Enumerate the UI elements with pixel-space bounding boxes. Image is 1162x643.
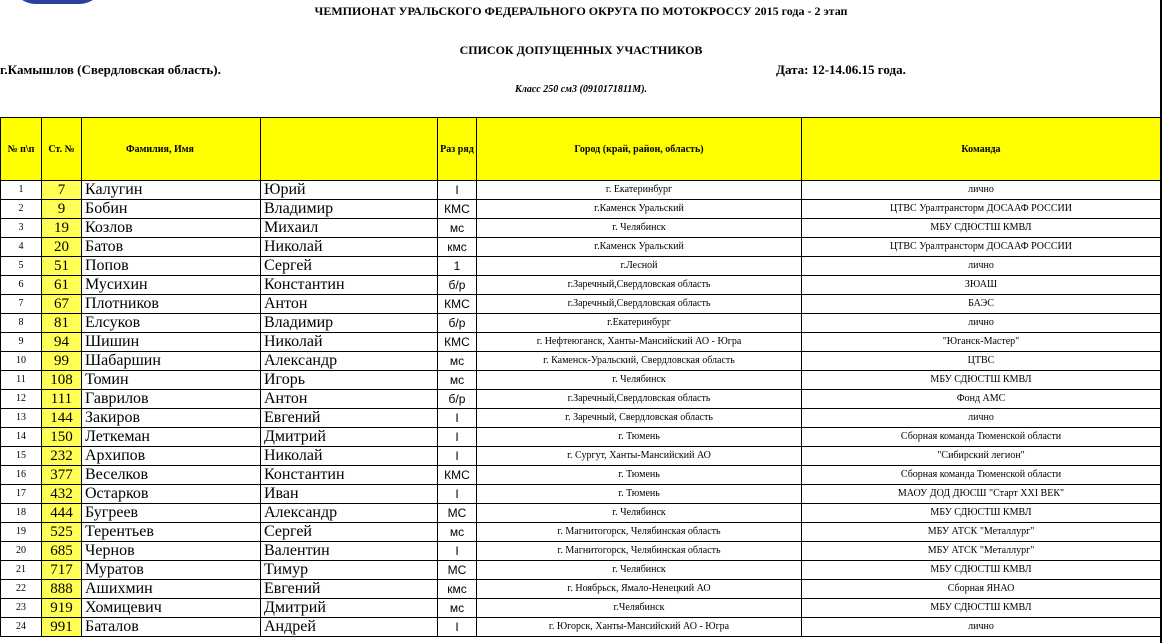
- first-name: Константин: [261, 466, 438, 485]
- team: МБУ АТСК "Металлург": [802, 523, 1161, 542]
- city: г.Екатеринбург: [477, 314, 802, 333]
- last-name: Плотников: [82, 295, 261, 314]
- start-number: 991: [42, 618, 82, 637]
- last-name: Леткеман: [82, 428, 261, 447]
- rank: б/р: [438, 390, 477, 409]
- table-row: [1, 409, 1161, 428]
- city: г. Югорск, Ханты-Мансийский АО - Югра: [477, 618, 802, 637]
- table-row: [1, 295, 1161, 314]
- header-index: № п\п: [1, 118, 42, 181]
- team: Фонд АМС: [802, 390, 1161, 409]
- start-number: 919: [42, 599, 82, 618]
- start-number: 9: [42, 200, 82, 219]
- table-row: [1, 466, 1161, 485]
- start-number: 525: [42, 523, 82, 542]
- city: г. Тюмень: [477, 466, 802, 485]
- last-name: Хомицевич: [82, 599, 261, 618]
- start-number: 432: [42, 485, 82, 504]
- row-index: 19: [1, 523, 42, 542]
- team: лично: [802, 181, 1161, 200]
- team: лично: [802, 257, 1161, 276]
- team: ЦТВС Уралтрансторм ДОСААФ РОССИИ: [802, 200, 1161, 219]
- row-index: 15: [1, 447, 42, 466]
- header-team: Команда: [802, 118, 1161, 181]
- team: МБУ СДЮСТШ КМВЛ: [802, 561, 1161, 580]
- start-number: 144: [42, 409, 82, 428]
- rank: мс: [438, 523, 477, 542]
- city: г. Ноябрьск, Ямало-Ненецкий АО: [477, 580, 802, 599]
- team: "Сибирский легион": [802, 447, 1161, 466]
- city: г. Екатеринбург: [477, 181, 802, 200]
- start-number: 685: [42, 542, 82, 561]
- table-row: [1, 314, 1161, 333]
- team: МБУ СДЮСТШ КМВЛ: [802, 371, 1161, 390]
- team: лично: [802, 314, 1161, 333]
- city: г. Каменск-Уральский, Свердловская область: [477, 352, 802, 371]
- rank: I: [438, 181, 477, 200]
- row-index: 22: [1, 580, 42, 599]
- rank: 1: [438, 257, 477, 276]
- team: ЦТВС: [802, 352, 1161, 371]
- team: ЗЮАШ: [802, 276, 1161, 295]
- row-index: 21: [1, 561, 42, 580]
- first-name: Сергей: [261, 523, 438, 542]
- start-number: 111: [42, 390, 82, 409]
- document-title: ЧЕМПИОНАТ УРАЛЬСКОГО ФЕДЕРАЛЬНОГО ОКРУГА ПО МОТОКРОССУ 2015 года - 2 этап: [314, 4, 848, 18]
- last-name: Елсуков: [82, 314, 261, 333]
- row-index: 20: [1, 542, 42, 561]
- rank: I: [438, 447, 477, 466]
- rank: МС: [438, 561, 477, 580]
- last-name: Бобин: [82, 200, 261, 219]
- first-name: Евгений: [261, 409, 438, 428]
- row-index: 10: [1, 352, 42, 371]
- city: г.Заречный,Свердловская область: [477, 390, 802, 409]
- table-row: [1, 257, 1161, 276]
- team: МБУ СДЮСТШ КМВЛ: [802, 504, 1161, 523]
- row-index: 24: [1, 618, 42, 637]
- city: г. Тюмень: [477, 485, 802, 504]
- first-name: Андрей: [261, 618, 438, 637]
- team: Сборная команда Тюменской области: [802, 466, 1161, 485]
- last-name: Муратов: [82, 561, 261, 580]
- row-index: 1: [1, 181, 42, 200]
- rank: б/р: [438, 276, 477, 295]
- start-number: 99: [42, 352, 82, 371]
- table-row: [1, 219, 1161, 238]
- start-number: 20: [42, 238, 82, 257]
- last-name: Ашихмин: [82, 580, 261, 599]
- first-name: Тимур: [261, 561, 438, 580]
- table-row: [1, 428, 1161, 447]
- last-name: Шишин: [82, 333, 261, 352]
- table-row: [1, 580, 1161, 599]
- table-row: [1, 542, 1161, 561]
- header-first-name: [261, 118, 438, 181]
- first-name: Иван: [261, 485, 438, 504]
- first-name: Николай: [261, 333, 438, 352]
- last-name: Бугреев: [82, 504, 261, 523]
- first-name: Юрий: [261, 181, 438, 200]
- header-rank: Раз ряд: [438, 118, 477, 181]
- first-name: Сергей: [261, 257, 438, 276]
- last-name: Чернов: [82, 542, 261, 561]
- last-name: Гаврилов: [82, 390, 261, 409]
- last-name: Калугин: [82, 181, 261, 200]
- start-number: 444: [42, 504, 82, 523]
- event-date: Дата: 12-14.06.15 года.: [776, 62, 906, 77]
- row-index: 3: [1, 219, 42, 238]
- start-number: 7: [42, 181, 82, 200]
- city: г.Заречный,Свердловская область: [477, 295, 802, 314]
- table-row: [1, 485, 1161, 504]
- first-name: Евгений: [261, 580, 438, 599]
- last-name: Архипов: [82, 447, 261, 466]
- last-name: Остарков: [82, 485, 261, 504]
- first-name: Антон: [261, 390, 438, 409]
- last-name: Закиров: [82, 409, 261, 428]
- rank: КМС: [438, 295, 477, 314]
- rank: I: [438, 485, 477, 504]
- last-name: Веселков: [82, 466, 261, 485]
- city: г.Челябинск: [477, 599, 802, 618]
- start-number: 81: [42, 314, 82, 333]
- city: г.Лесной: [477, 257, 802, 276]
- start-number: 232: [42, 447, 82, 466]
- last-name: Козлов: [82, 219, 261, 238]
- team: БАЭС: [802, 295, 1161, 314]
- city: г.Каменск Уральский: [477, 200, 802, 219]
- table-row: [1, 504, 1161, 523]
- last-name: Баталов: [82, 618, 261, 637]
- start-number: 61: [42, 276, 82, 295]
- start-number: 108: [42, 371, 82, 390]
- city: г. Магнитогорск, Челябинская область: [477, 542, 802, 561]
- first-name: Антон: [261, 295, 438, 314]
- rank: кмс: [438, 238, 477, 257]
- header-city: Город (край, район, область): [477, 118, 802, 181]
- first-name: Николай: [261, 447, 438, 466]
- rank: мс: [438, 219, 477, 238]
- team: "Юганск-Мастер": [802, 333, 1161, 352]
- city: г. Челябинск: [477, 561, 802, 580]
- race-class: Класс 250 см3 (0910171811М).: [514, 84, 648, 95]
- header-start-number: Ст. №: [42, 118, 82, 181]
- last-name: Мусихин: [82, 276, 261, 295]
- row-index: 14: [1, 428, 42, 447]
- rank: мс: [438, 599, 477, 618]
- row-index: 17: [1, 485, 42, 504]
- row-index: 6: [1, 276, 42, 295]
- row-index: 23: [1, 599, 42, 618]
- event-location: г.Камышлов (Свердловская область).: [0, 62, 221, 77]
- rank: I: [438, 618, 477, 637]
- team: лично: [802, 409, 1161, 428]
- table-row: [1, 352, 1161, 371]
- row-index: 5: [1, 257, 42, 276]
- first-name: Михаил: [261, 219, 438, 238]
- last-name: Попов: [82, 257, 261, 276]
- table-header-row: [1, 118, 1161, 181]
- table-row: [1, 390, 1161, 409]
- team: Сборная команда Тюменской области: [802, 428, 1161, 447]
- table-row: [1, 618, 1161, 637]
- first-name: Владимир: [261, 314, 438, 333]
- table-row: [1, 333, 1161, 352]
- header-full-name: Фамилия, Имя: [82, 118, 261, 181]
- start-number: 19: [42, 219, 82, 238]
- first-name: Дмитрий: [261, 428, 438, 447]
- rank: МС: [438, 504, 477, 523]
- rank: мс: [438, 371, 477, 390]
- rank: б/р: [438, 314, 477, 333]
- team: МБУ СДЮСТШ КМВЛ: [802, 599, 1161, 618]
- start-number: 888: [42, 580, 82, 599]
- city: г. Заречный, Свердловская область: [477, 409, 802, 428]
- first-name: Николай: [261, 238, 438, 257]
- table-row: [1, 276, 1161, 295]
- team: МАОУ ДОД ДЮСШ "Старт XXI ВЕК": [802, 485, 1161, 504]
- team: Сборная ЯНАО: [802, 580, 1161, 599]
- table-row: [1, 200, 1161, 219]
- city: г.Каменск Уральский: [477, 238, 802, 257]
- city: г.Заречный,Свердловская область: [477, 276, 802, 295]
- rank: КМС: [438, 333, 477, 352]
- row-index: 16: [1, 466, 42, 485]
- city: г. Магнитогорск, Челябинская область: [477, 523, 802, 542]
- rank: КМС: [438, 466, 477, 485]
- rank: I: [438, 409, 477, 428]
- first-name: Валентин: [261, 542, 438, 561]
- rank: I: [438, 428, 477, 447]
- document-subtitle: СПИСОК ДОПУЩЕННЫХ УЧАСТНИКОВ: [459, 43, 703, 57]
- row-index: 9: [1, 333, 42, 352]
- table-row: [1, 523, 1161, 542]
- start-number: 377: [42, 466, 82, 485]
- team: ЦТВС Уралтрансторм ДОСААФ РОССИИ: [802, 238, 1161, 257]
- first-name: Игорь: [261, 371, 438, 390]
- rank: КМС: [438, 200, 477, 219]
- row-index: 13: [1, 409, 42, 428]
- first-name: Константин: [261, 276, 438, 295]
- table-row: [1, 371, 1161, 390]
- table-row: [1, 447, 1161, 466]
- city: г. Сургут, Ханты-Мансийский АО: [477, 447, 802, 466]
- rank: кмс: [438, 580, 477, 599]
- row-index: 7: [1, 295, 42, 314]
- participants-table: [0, 117, 1161, 637]
- row-index: 8: [1, 314, 42, 333]
- table-row: [1, 561, 1161, 580]
- row-index: 4: [1, 238, 42, 257]
- rank: I: [438, 542, 477, 561]
- start-number: 150: [42, 428, 82, 447]
- last-name: Томин: [82, 371, 261, 390]
- team: лично: [802, 618, 1161, 637]
- rank: мс: [438, 352, 477, 371]
- row-index: 11: [1, 371, 42, 390]
- team: МБУ АТСК "Металлург": [802, 542, 1161, 561]
- city: г. Челябинск: [477, 219, 802, 238]
- table-row: [1, 238, 1161, 257]
- last-name: Терентьев: [82, 523, 261, 542]
- city: г. Челябинск: [477, 371, 802, 390]
- team: МБУ СДЮСТШ КМВЛ: [802, 219, 1161, 238]
- city: г. Тюмень: [477, 428, 802, 447]
- last-name: Шабаршин: [82, 352, 261, 371]
- first-name: Дмитрий: [261, 599, 438, 618]
- row-index: 18: [1, 504, 42, 523]
- last-name: Батов: [82, 238, 261, 257]
- start-number: 51: [42, 257, 82, 276]
- row-index: 2: [1, 200, 42, 219]
- start-number: 67: [42, 295, 82, 314]
- first-name: Александр: [261, 504, 438, 523]
- city: г. Нефтеюганск, Ханты-Мансийский АО - Югра: [477, 333, 802, 352]
- first-name: Владимир: [261, 200, 438, 219]
- table-row: [1, 181, 1161, 200]
- first-name: Александр: [261, 352, 438, 371]
- row-index: 12: [1, 390, 42, 409]
- city: г. Челябинск: [477, 504, 802, 523]
- table-row: [1, 599, 1161, 618]
- start-number: 94: [42, 333, 82, 352]
- start-number: 717: [42, 561, 82, 580]
